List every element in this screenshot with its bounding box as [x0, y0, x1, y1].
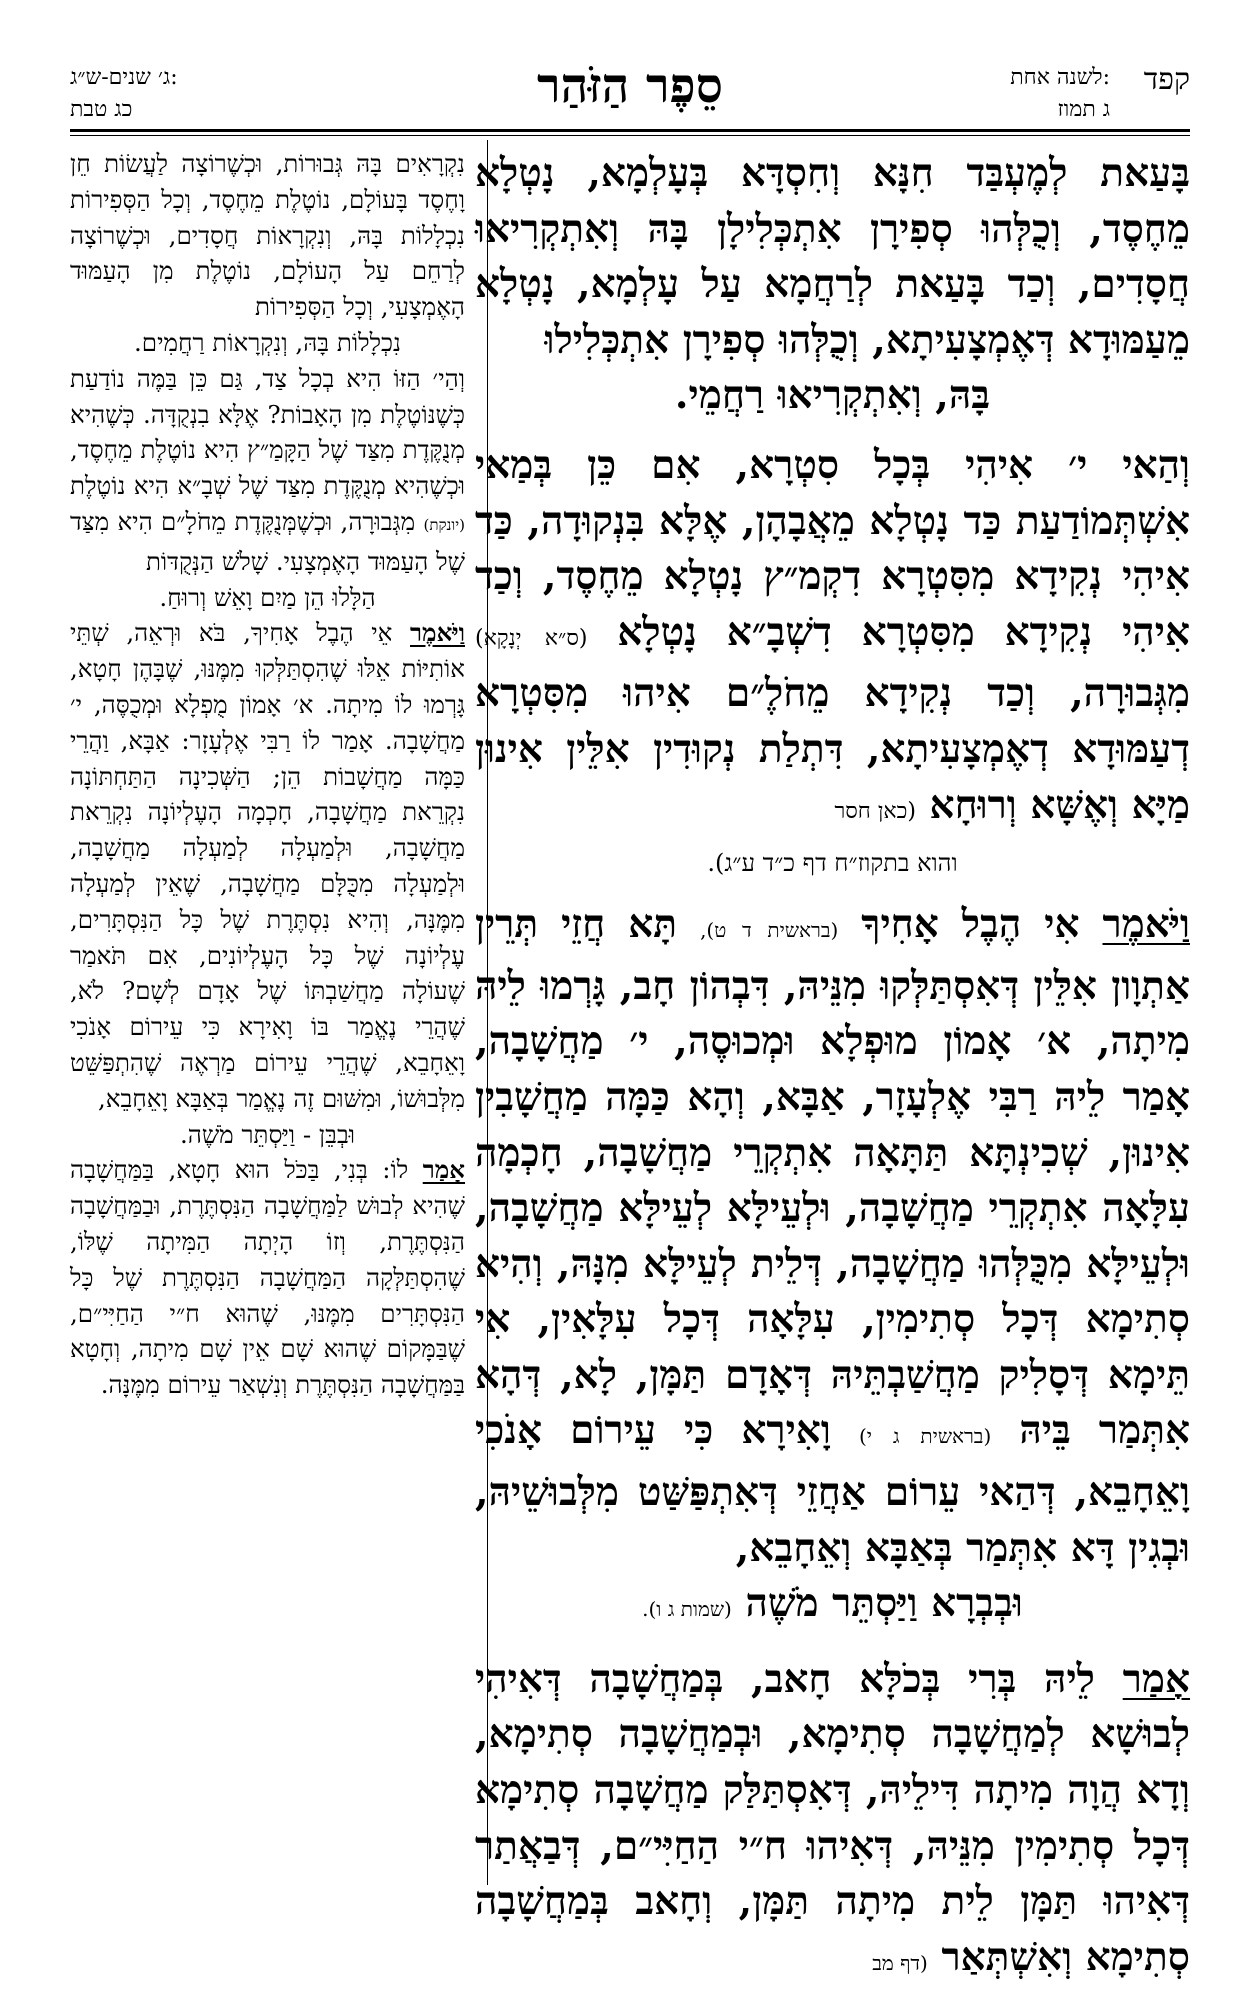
main-p2b-b: מִגְּבוּרָה, וְכַד נְקִידָא מֵחֹלֶ״ם אִיהוּ מִסִּטְרָא דְעַמּוּדָא דְאֶמְצָעִיתָא, דִּתְלַת נְקוּדִין אִלֵּין אִינוּן מַיָּא וְאֶשָּׁא וְרוּחָא: [475, 670, 1190, 828]
side-paragraph-2-end: הַלָּלוּ הֵן מַיִם וָאֵשׁ וְרוּחַ.: [159, 582, 376, 612]
side-s3-lead-word: וַיֹּאמֶר: [410, 618, 465, 648]
main-paragraph-3-end: [475, 1576, 1190, 1638]
main-p2-text: וְהַאי י׳ אִיהִי בְּכָל סִטְרָא, אִם כֵּן בְּמַאי אִשְׁתְּמוֹדַעַת כַּד נָטְלָא מֵאֲבָהָן, אֶלָּא בִּנְקוּדָה, כַּד אִיהִי נְקִידָא מִסִּטְרָא דִקְמ״ץ נָטְלָא מֵחֶסֶד, וְכַד אִיהִי נְקִידָא מִסִּטְרָא דִשְׁבָ״א: [475, 441, 1191, 655]
page-number: קפד: [1143, 62, 1190, 97]
header-right-line1: לשנה אחת:: [1010, 65, 1110, 90]
main-paragraph-3: [475, 897, 1190, 1576]
side-paragraph-3: [70, 615, 465, 1116]
side-s2-b: מִגְּבוּרָה, וּכְשֶׁמְּנֻקֶּדֶת מֵחֹלָ״ם הִיא מִצַּד שֶׁל הָעַמּוּד הָאֶמְצָעִי. שָׁלֹשׁ הַנְּקֻדּוֹת: [70, 506, 465, 576]
translation-column: [70, 146, 465, 1403]
main-p4-text: לֵיהּ בְּרִי בְּכֹלָּא חָאב, בְּמַחֲשָׁבָה דְּאִיהִי לְבוּשָׁא לְמַחֲשָׁבָה סְתִימָא, וּבְמַחֲשָׁבָה סְתִימָא, וְדָא הֲוָה מִיתָה דִּילֵיהּ, דְּאִסְתַּלַּק מַחֲשָׁבָה סְתִימָא דְּכָל סְתִימִין מִנֵּיהּ, דְּאִיהוּ ח״י הַחַיִּי״ם, דְּבַאֲתַר דְּאִיהוּ תַּמָּן לֵית מִיתָה תַּמָּן, וְחָאב בְּמַחֲשָׁבָה סְתִימָא וְאִשְׁתְּאַר: [475, 1655, 1190, 1980]
main-p2b-a: נָטְלָא: [617, 608, 697, 655]
main-p3-lead-word: וַיֹּאמֶר: [1102, 901, 1191, 948]
header-left-line1: ג׳ שנים-ש״ג:: [70, 65, 178, 90]
main-p3-ref: (בראשית ד ט),: [700, 918, 839, 943]
side-paragraph-4: [70, 1152, 465, 1403]
main-p2-note: (כאן חסר: [834, 798, 916, 824]
side-paragraph-1-end: נִכְלָלוֹת בָּהּ, וְנִקְרָאוֹת רַחֲמִים.: [134, 327, 401, 357]
main-p3-end: וּבְבְרָא וַיַּסְתֵּר מֹשֶׁה: [745, 1580, 1023, 1627]
main-p3-c: וָאִירָא כִּי עֵירוֹם אָנֹכִי וָאֵחָבֵא, דְּהַאי עֵרוֹם אַחֲזֵי דְּאִתְפַּשַּׁט מִלְּבוּשֵׁיהּ, וּבְגִין דָּא אִתְּמַר בְּאַבָּא וְאֵחָבֵא,: [475, 1407, 1190, 1571]
main-p3-ref3: (שמות ג ו).: [642, 1597, 732, 1622]
main-paragraph-1: [475, 146, 1190, 368]
main-text-column: [475, 146, 1190, 1991]
side-paragraph-2: [70, 361, 465, 580]
main-p3-a: אִי הֶבֶל אָחִיךָ: [861, 901, 1080, 948]
side-paragraph-1: נִקְרָאִים בָּהּ גְּבוּרוֹת, וּכְשֶׁרוֹצָה לַעֲשׂוֹת חֵן וָחֶסֶד בָּעוֹלָם, נוֹטֶלֶת מֵחֶסֶד, וְכָל הַסְּפִירוֹת נִכְלָלוֹת בָּהּ, וְנִקְרָאוֹת חֲסָדִים, וּכְשֶׁרוֹצָה לְרַחֵם עַל הָעוֹלָם, נוֹטֶלֶת מִן הָעַמּוּד הָאֶמְצָעִי, וְכָל הַסְּפִירוֹת: [70, 149, 465, 322]
side-s2-note: (יונקת): [423, 515, 466, 534]
main-p3-ref2: (בראשית ג י): [858, 1424, 992, 1449]
page-title: סֵפֶר הַזֹּהַר: [537, 58, 723, 114]
header-right-line2: ג תמוז: [1057, 97, 1110, 122]
side-s4-lead-word: אָמַר: [422, 1155, 466, 1185]
side-s4-text: לוֹ: בְּנִי, בַּכֹּל הוּא חָטָא, בַּמַּחֲשָׁבָה שֶׁהִיא לְבוּשׁ לַמַּחֲשָׁבָה הַנִּסְתֶּרֶת, וּבַמַּחֲשָׁבָה הַנִּסְתֶּרֶת, וְזוֹ הָיְתָה הַמִּיתָה שֶׁלּוֹ, שֶׁהִסְתַּלְּקָה הַמַּחֲשָׁבָה הַנִּסְתֶּרֶת שֶׁל כָּל הַנִּסְתָּרִים מִמֶּנּוּ, שֶׁהוּא ח״י הַחַיִּי״ם, שֶׁבַּמָּקוֹם שֶׁהוּא שָׁם אֵין שָׁם מִיתָה, וְחָטָא בַּמַּחֲשָׁבָה הַנִּסְתֶּרֶת וְנִשְׁאַר עֵירוֹם מִמֶּנָּה.: [70, 1155, 465, 1400]
header-left-line2: כג טבת: [70, 97, 133, 122]
main-paragraph-4: [475, 1652, 1190, 1991]
main-paragraph-2: [475, 438, 1190, 839]
main-p4-lead-word: אָמַר: [1122, 1655, 1191, 1702]
header-left: [70, 62, 178, 126]
side-s2-text: וְהַי׳ הַזּוֹ הִיא בְכָל צַד, גַּם כֵּן בַּמֶּה נוֹדַעַת כְּשֶׁנּוֹטֶלֶת מִן הָאָבוֹת? אֶלָּא בִנְקֻדָּה. כְּשֶׁהִיא מְנֻקֶּדֶת מִצַּד שֶׁל הַקָּמַ״ץ הִיא נוֹטֶלֶת מֵחֶסֶד, וּכְשֶׁהִיא מְנֻקֶּדֶת מִצַּד שֶׁל שְׁבָ״א הִיא נוֹטֶלֶת: [70, 363, 465, 501]
main-p4-ref: (דף מב: [872, 1950, 928, 1975]
main-p2-note-continued: והוא בתקוז״ח דף כ״ד ע״ג).: [707, 849, 958, 878]
main-p3-b: תָּא חֲזֵי תְּרֵין אַתְוָון אִלֵּין דְּאִסְתַּלְּקוּ מִנֵּיהּ, דִּבְהוֹן חָב, גָּרְמוּ לֵיהּ מִיתָה, א׳ אָמוֹן מוּפְלָא וּמְכוּסֶה, י׳ מַחֲשָׁבָה, אָמַר לֵיהּ רַבִּי אֶלְעָזָר, אַבָּא, וְהָא כַּמָּה מַחֲשָׁבִין אִינוּן, שְׁכִינְתָּא תַּתָּאָה אִתְקְרֵי מַחֲשָׁבָה, חָכְמָה עִלָּאָה אִתְקְרֵי מַחֲשָׁבָה, וּלְעֵילָּא לְעֵילָּא מַחֲשָׁבָה, וּלְעֵילָּא מִכֻּלְּהוּ מַחֲשָׁבָה, דְּלֵית לְעֵילָּא מִנָּהּ, וְהִיא סְתִימָא דְּכָל סְתִימִין, עִלָּאָה דְּכָל עִלָּאִין, אִי תֵּימָא דְּסָלִיק מַחֲשַׁבְתֵּיהּ דְּאָדָם תַּמָּן, לָא, דְּהָא אִתְּמַר בֵּיהּ: [475, 901, 1191, 1454]
header-rule-thick: [70, 129, 1190, 132]
side-paragraph-3-end: וּבְבֵּן - וַיַּסְתֵּר מֹשֶׁה.: [179, 1119, 356, 1149]
header-rule-thin: [70, 135, 1190, 136]
side-s3-text: אֵי הֶבֶל אָחִיךָ, בֹּא וּרְאֵה, שְׁתֵּי אוֹתִיּוֹת אֵלּוּ שֶׁהִסְתַּלְּקוּ מִמֶּנּוּ, שֶׁבָּהֶן חָטָא, גָּרְמוּ לוֹ מִיתָה. א׳ אָמוֹן מֻפְלָא וּמְכֻסֶּה, י׳ מַחֲשָׁבָה. אָמַר לוֹ רַבִּי אֶלְעָזָר: אַבָּא, וַהֲרֵי כַּמָּה מַחֲשָׁבוֹת הֵן; הַשְּׁכִינָה הַתַּחְתּוֹנָה נִקְרֵאת מַחֲשָׁבָה, חָכְמָה הָעֶלְיוֹנָה נִקְרֵאת מַחֲשָׁבָה, וּלְמַעְלָה לְמַעְלָה מַחֲשָׁבָה, וּלְמַעְלָה מִכֻּלָּם מַחֲשָׁבָה, שֶׁאֵין לְמַעְלָה מִמֶּנָּה, וְהִיא נִסְתֶּרֶת שֶׁל כָּל הַנִּסְתָּרִים, עֶלְיוֹנָה שֶׁל כָּל הָעֶלְיוֹנִים, אִם תֹּאמַר שֶׁעוֹלָה מַחֲשַׁבְתּוֹ שֶׁל אָדָם לְשָׁם? לֹא, שֶׁהֲרֵי נֶאֱמַר בּוֹ וָאִירָא כִּי עֵירוֹם אָנֹכִי וָאֵחָבֵא, שֶׁהֲרֵי עֵירוֹם מַרְאֶה שֶׁהִתְפַּשֵּׁט מִלְּבוּשׁוֹ, וּמִשּׁוּם זֶה נֶאֱמַר בְּאַבָּא וָאֵחָבֵא,: [70, 618, 465, 1113]
page-header: [70, 56, 1190, 126]
main-p2b-variant-note: (ס״א יְנָקָא): [475, 625, 588, 651]
main-paragraph-1-end: בָּהּ, וְאִתְקְרִיאוּ רַחֲמֵי.: [674, 372, 991, 419]
main-p1-text: בָּעַאת לְמֶעְבַּד חִנָּא וְחִסְדָּא בְּעָלְמָא, נָטְלָא מֵחֶסֶד, וְכֻלְּהוּ סְפִירָן אִתְכְּלִילָן בָּהּ וְאִתְקְרִיאוּ חֲסָדִים, וְכַד בָּעַאת לְרַחֲמָא עַל עָלְמָא, נָטְלָא מֵעַמּוּדָא דְּאֶמְצָעִיתָא, וְכֻלְּהוּ סְפִירָן אִתְכְּלִילוּ: [475, 150, 1190, 363]
